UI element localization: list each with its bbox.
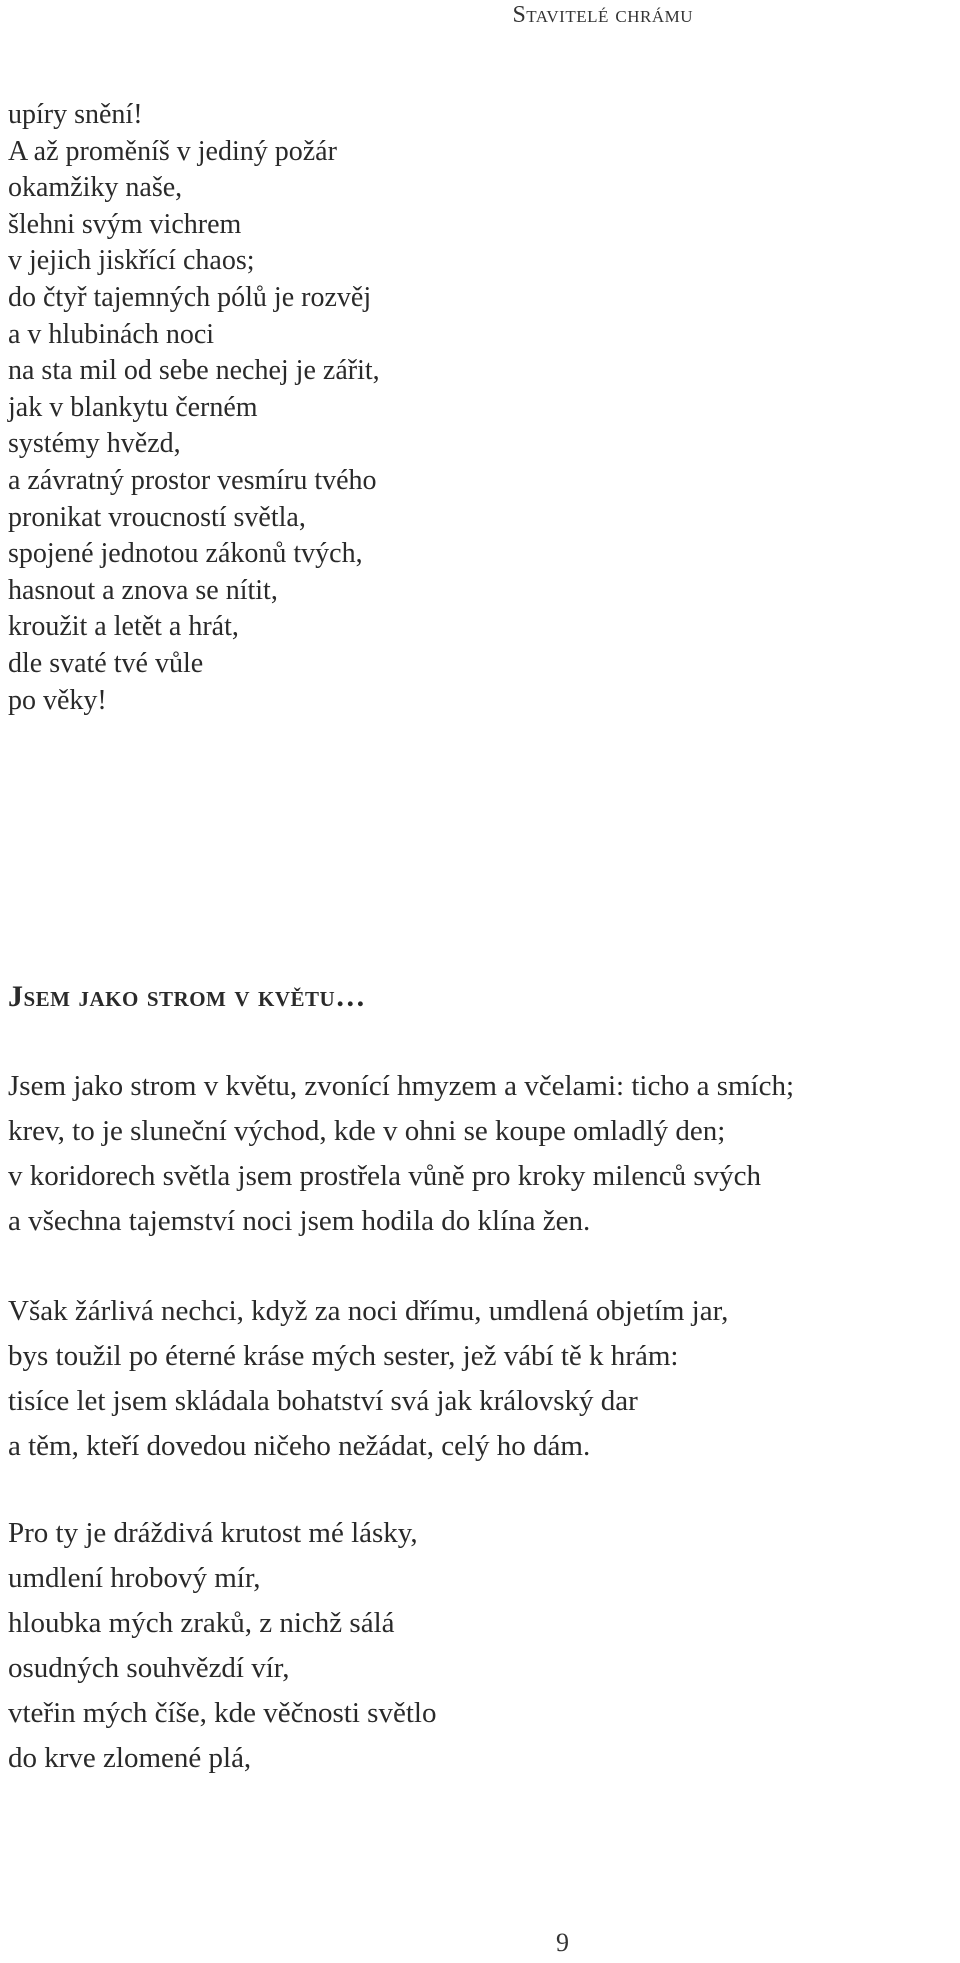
stanza-line: umdlení hrobový mír, [8, 1562, 261, 1594]
stanza-2 [8, 1289, 728, 1469]
stanza-1 [8, 1064, 794, 1244]
page-number: 9 [556, 1928, 569, 1957]
poem-continuation [8, 97, 380, 719]
running-header: Stavitelé chrámu [512, 2, 693, 28]
stanza-line: vteřin mých číše, kde věčnosti světlo [8, 1697, 437, 1729]
stanza-line: Však žárlivá nechci, když za noci dřímu, umdlená objetím jar, [8, 1295, 729, 1327]
stanza-line: hloubka mých zraků, z nichž sálá [8, 1607, 395, 1639]
stanza-3 [8, 1511, 436, 1781]
section-title: Jsem jako strom v květu… [8, 980, 366, 1013]
stanza-line: krev, to je sluneční východ, kde v ohni se koupe omladlý den; [8, 1115, 726, 1147]
poem-line: na sta mil od sebe nechej je zářit, [8, 355, 380, 387]
stanza-line: Pro ty je dráždivá krutost mé lásky, [8, 1517, 418, 1549]
poem-line: v jejich jiskřící chaos; [8, 245, 255, 277]
stanza-line: do krve zlomené plá, [8, 1742, 252, 1774]
poem-line: systémy hvězd, [8, 428, 181, 460]
poem-line: dle svaté tvé vůle [8, 647, 204, 679]
poem-line: spojené jednotou zákonů tvých, [8, 538, 363, 570]
stanza-line: v koridorech světla jsem prostřela vůně pro kroky milenců svých [8, 1160, 761, 1192]
poem-line: po věky! [8, 684, 107, 716]
stanza-line: a těm, kteří dovedou ničeho nežádat, celý ho dám. [8, 1430, 591, 1462]
poem-line: hasnout a znova se nítit, [8, 574, 278, 606]
poem-line: kroužit a letět a hrát, [8, 611, 239, 643]
poem-line: upíry snění! [8, 99, 143, 130]
poem-line: A až proměníš v jediný požár [8, 135, 337, 167]
poem-line: do čtyř tajemných pólů je rozvěj [8, 281, 372, 313]
poem-line: šlehni svým vichrem [8, 208, 242, 240]
poem-line: a závratný prostor vesmíru tvého [8, 464, 377, 496]
stanza-line: a všechna tajemství noci jsem hodila do klína žen. [8, 1205, 591, 1237]
poem-line: okamžiky naše, [8, 172, 183, 204]
stanza-line: osudných souhvězdí vír, [8, 1652, 290, 1684]
stanza-line: Jsem jako strom v květu, zvonící hmyzem a včelami: ticho a smích; [8, 1070, 795, 1102]
poem-line: a v hlubinách noci [8, 318, 215, 350]
stanza-line: tisíce let jsem skládala bohatství svá jak královský dar [8, 1385, 638, 1417]
poem-line: pronikat vroucností světla, [8, 501, 306, 533]
poem-line: jak v blankytu černém [8, 391, 258, 423]
stanza-line: bys toužil po éterné kráse mých sester, jež vábí tě k hrám: [8, 1340, 679, 1372]
